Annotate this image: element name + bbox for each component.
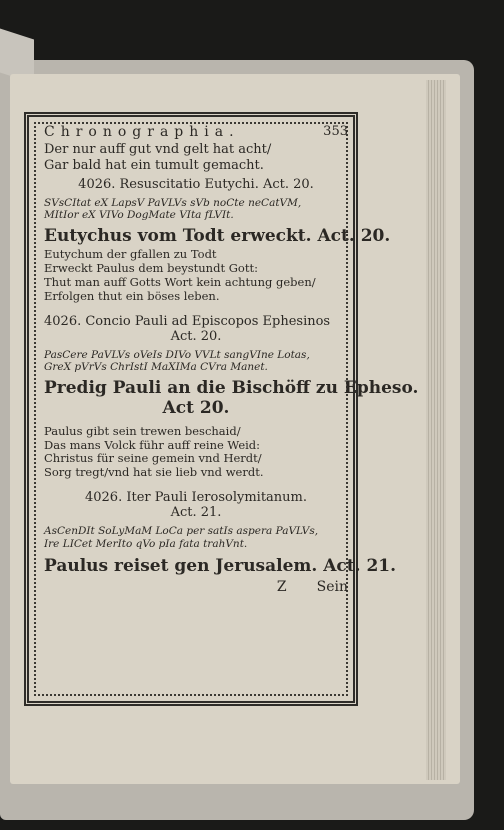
verse-line: Sorg tregt/vnd hat sie lieb vnd werdt. [44,465,264,480]
chronogram-line: Ire LICet MerIto qVo pIa fata trahVnt. [44,537,248,550]
verse-line: Christus für seine gemein vnd Herdt/ [44,451,262,466]
german-title: Paulus reiset gen Jerusalem. Act. 21. [44,556,397,577]
section-heading-ref: Act. 20. [170,329,222,345]
chronogram-line: GreX pVrVs ChrIstI MaXIMa CVra Manet. [44,361,268,374]
verse-line: Das mans Volck führ auff reine Weid: [44,437,261,452]
verse-line: Erfolgen thut ein böses leben. [44,288,220,303]
page-text [44,124,419,595]
chronogram-line: SVsCItat eX LapsV PaVLVs sVb noCte neCatVM, [44,196,302,209]
section-heading-ref: Act. 21. [170,505,222,521]
signature-mark: Z [276,578,287,595]
verse-line: Der nur auff gut vnd gelt hat acht/ [44,142,272,157]
section-heading: 4026. Iter Pauli Ierosolymitanum. [84,489,307,505]
german-title-ref: Act 20. [162,398,230,419]
page-footer [44,579,348,595]
catchword: Sein [316,578,348,595]
verse-line: Thut man auff Gotts Wort kein achtung geben/ [44,274,316,289]
section-heading: 4026. Concio Pauli ad Episcopos Ephesinos [44,313,331,329]
verse-line: Eutychum der gfallen zu Todt [44,247,217,262]
page-number: 353 [323,124,348,139]
chronogram-line: PasCere PaVLVs oVeIs DIVo VVLt sangVIne Lotas, [44,348,310,361]
running-title: Chronographia. [44,124,240,140]
german-title: Predig Pauli an die Bischöff zu Epheso. [44,377,419,398]
chronogram-line: MItIor eX VIVo DogMate VIta fLVIt. [44,209,234,222]
chronogram-line: AsCenDIt SoLyMaM LoCa per satIs aspera PaVLVs, [44,525,319,538]
german-title: Eutychus vom Todt erweckt. Act. 20. [44,225,391,246]
verse-line: Gar bald hat ein tumult gemacht. [44,157,264,173]
section-heading: 4026. Resuscitatio Eutychi. Act. 20. [78,177,314,193]
page-stack-edge [426,80,446,780]
verse-line: Erweckt Paulus dem beystundt Gott: [44,261,258,276]
verse-line: Paulus gibt sein trewen beschaid/ [44,423,241,438]
running-header [44,124,348,140]
